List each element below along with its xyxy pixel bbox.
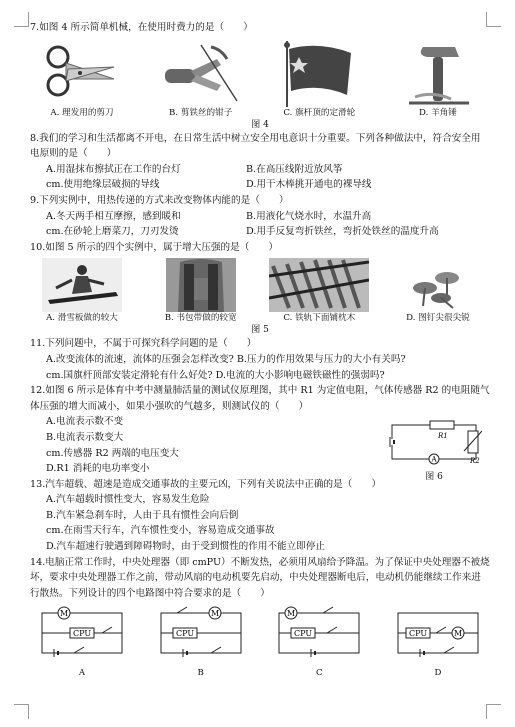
- figure-4-a: [32, 39, 132, 119]
- circuit-a-label: A: [78, 668, 86, 679]
- question-14-stem: 14.电脑正常工作时，中央处理器（即 cmPU）不断发热，必须用风扇给予降温。为了保证中央处理器不被烧坏，要求中央处理器工作之前，带动风扇的电动机要先启动，中央处理器断电后，电动机仍能继续工作来进行散热。下列设计的四个电路图中符合要求的是（ ）: [30, 556, 490, 599]
- question-14-circuits: [30, 605, 490, 679]
- question-8-options-row-2: [30, 177, 490, 193]
- question-12-option-a: A.电流表示数不变: [46, 416, 124, 428]
- figure-5-b-caption: B. 书包带做的较宽: [164, 313, 237, 324]
- question-8-option-a: A.用湿抹布擦拭正在工作的台灯: [46, 163, 181, 175]
- question-7-stem: 7.如图 4 所示简单机械，在使用时费力的是（ ）: [30, 22, 253, 33]
- circuit-d-motor: M: [453, 629, 463, 639]
- figure-5-d-caption: D. 图钉尖很尖锐: [406, 313, 470, 324]
- crop-mark-top-left: [14, 12, 29, 27]
- figure-4-a-caption: A. 理发用的剪刀: [50, 107, 114, 118]
- question-13-option-c: cm.在雨雪天行车，汽车惯性变小，容易造成交通事故: [46, 525, 275, 537]
- question-8-options-row-1: [30, 162, 490, 178]
- question-11-options: [30, 352, 490, 383]
- railway-icon: [269, 258, 369, 312]
- circuit-c: [267, 605, 371, 679]
- figure-6-title: 图 6: [425, 471, 443, 482]
- figure-4-c-caption: C. 旗杆顶的定滑轮: [283, 107, 356, 118]
- circuit-d: [386, 605, 490, 679]
- figure-5-row: [30, 258, 490, 324]
- circuit-a: [30, 605, 134, 679]
- circuit-c-motor: M: [287, 609, 296, 619]
- circuit-b-diagram: [153, 605, 249, 661]
- circuit-b-label: B: [197, 668, 204, 679]
- figure-4-d: [388, 39, 488, 119]
- figure-6-circuit: [386, 419, 482, 465]
- circuit-b-cpu: CPU: [175, 629, 194, 639]
- question-12-stem: 12.如图 6 所示是体育中考中测量肺活量的测试仪原理图，其中 R1 为定值电阻，气体传感器 R2 的电阻随气体压强的增大而减小，如果小强吹的气越多，则测试仪的（ ）: [30, 385, 490, 412]
- circuit-a-cpu: CPU: [73, 629, 92, 639]
- exam-page: [30, 20, 490, 679]
- question-9-options-row-1: [30, 209, 490, 225]
- crop-mark-bottom-right: [486, 704, 501, 719]
- thumbtack-icon: [403, 258, 473, 312]
- figure-4-b-caption: B. 剪铁丝的钳子: [168, 107, 233, 118]
- figure-4-title: 图 4: [251, 119, 269, 130]
- circuit-c-label: C: [316, 668, 323, 679]
- r2-label: R2: [470, 457, 480, 466]
- question-11-stem: 11.下列问题中，不属于可探究科学问题的是（ ）: [30, 338, 257, 350]
- crop-mark-bottom-left: [14, 704, 29, 719]
- question-9-option-c: cm.在砂轮上磨菜刀，刀刃发烫: [46, 226, 179, 238]
- question-11-options-line-2: cm.国旗杆顶部安装定滑轮有什么好处? D.电流的大小影响电磁铁磁性的强弱吗?: [46, 369, 385, 381]
- circuit-d-diagram: [390, 605, 486, 661]
- question-13-option-b: B.汽车紧急刹车时，人由于具有惯性会向后倒: [46, 509, 239, 521]
- question-9-option-d: D.用手反复弯折铁丝，弯折处铁丝的温度升高: [246, 226, 439, 238]
- circuit-a-diagram: [34, 605, 130, 661]
- figure-5-c-caption: C. 铁轨下面铺枕木: [283, 313, 356, 324]
- circuit-d-label: D: [434, 668, 442, 679]
- claw-hammer-icon: [403, 39, 473, 107]
- r1-label: R1: [438, 432, 448, 441]
- circuit-d-cpu: CPU: [408, 629, 428, 639]
- scissors-icon: [44, 39, 120, 107]
- question-12-option-b: B.电流表示数变大: [46, 431, 124, 443]
- question-8-stem: 8.我们的学习和生活都离不开电，在日常生活中树立安全用电意识十分重要。下列各种做法中，符合安全用电原则的是（ ）: [30, 132, 481, 160]
- question-12-option-c: cm.传感器 R2 两端的电压变大: [46, 447, 179, 459]
- question-10-stem: 10.如图 5 所示的四个实例中，属于增大压强的是（ ）: [30, 241, 279, 253]
- figure-5-c: [269, 258, 369, 324]
- figure-5-a: [32, 258, 132, 324]
- pliers-icon: [161, 39, 241, 107]
- question-12: [30, 383, 490, 482]
- figure-4-row: [30, 39, 490, 119]
- question-9-stem: 9.下列实例中，用热传递的方式来改变物体内能的是（ ）: [30, 194, 289, 206]
- figure-5-a-caption: A. 滑雪板做的较大: [46, 313, 118, 324]
- circuit-b: [149, 605, 253, 679]
- figure-5-b: [151, 258, 251, 324]
- question-12-option-d: D.R1 消耗的电功率变小: [46, 463, 150, 475]
- backpack-icon: [166, 258, 236, 312]
- figure-5-title: 图 5: [251, 325, 269, 336]
- circuit-b-motor: M: [210, 609, 219, 619]
- question-13-option-a: A.汽车超载时惯性变大，容易发生危险: [46, 494, 210, 506]
- circuit-a-motor: M: [60, 609, 69, 619]
- question-9-option-a: A.冬天两手相互摩擦，感到暖和: [46, 210, 181, 222]
- snowboard-icon: [42, 258, 122, 312]
- question-9-option-b: B.用液化气烧水时，水温升高: [246, 210, 372, 222]
- ammeter-label: A: [431, 455, 437, 464]
- question-13-options: [30, 492, 490, 554]
- question-8-option-c: cm.使用绝缘层破损的导线: [46, 179, 160, 191]
- circuit-c-cpu: CPU: [294, 629, 313, 639]
- figure-4-d-caption: D. 羊角锤: [419, 107, 457, 118]
- figure-5-d: [388, 258, 488, 324]
- question-8-option-b: B.在高压线附近放风筝: [246, 163, 343, 175]
- figure-4-b: [151, 39, 251, 119]
- question-9-options-row-2: [30, 224, 490, 240]
- question-13-stem: 13.汽车超载、超速是造成交通事故的主要元凶，下列有关说法中正确的是（ ）: [30, 478, 382, 490]
- question-11-options-line-1: A.改变流体的流速，流体的压强会怎样改变? B.压力的作用效果与压力的大小有关吗?: [46, 353, 406, 365]
- figure-4-c: [269, 39, 369, 119]
- question-8-option-d: D.用干木棒挑开通电的裸导线: [246, 179, 372, 191]
- question-13-option-d: D.汽车超速行驶遇到障碍物时，由于受到惯性的作用不能立即停止: [46, 541, 326, 553]
- figure-6: [386, 419, 482, 483]
- circuit-c-diagram: [271, 605, 367, 661]
- flag-pulley-icon: [279, 39, 359, 107]
